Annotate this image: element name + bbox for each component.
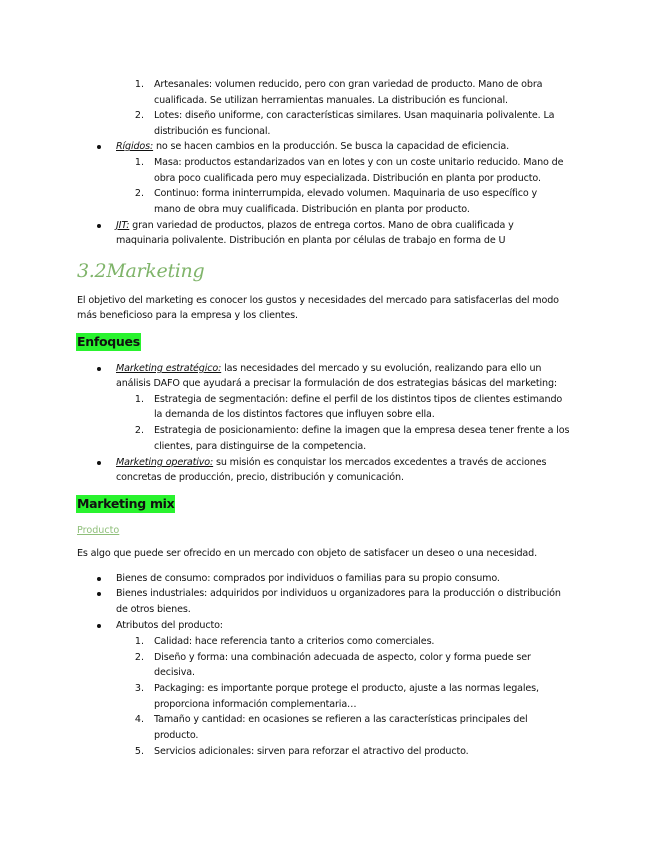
list-number: 2. (134, 425, 144, 436)
intro-text: El objetivo del marketing es conocer los gustos y necesidades del mercado para satisfacerlas del modo (77, 295, 559, 306)
list-item-text: mano de obra muy cualificada. Distribución en planta por producto. (154, 204, 470, 215)
bullet (97, 367, 101, 371)
list-number: 1. (134, 157, 144, 168)
list-number: 2. (134, 652, 144, 663)
list-item-text: Artesanales: volumen reducido, pero con gran variedad de producto. Mano de obra (154, 79, 543, 90)
bullet-text: Rígidos: no se hacen cambios en la producción. Se busca la capacidad de eficiencia. (116, 141, 509, 152)
list-item-text: Diseño y forma: una combinación adecuada de aspecto, color y forma puede ser (154, 652, 531, 663)
bullet-text: maquinaria polivalente. Distribución en planta por células de trabajo en forma de U (116, 235, 506, 246)
list-item-text: Masa: productos estandarizados van en lotes y con un coste unitario reducido. Mano de (154, 157, 564, 168)
list-item-text: la demanda de los distintos factores que influyen sobre ella. (154, 409, 435, 420)
list-item-text: obra poco cualificada pero muy especializada. Distribución en planta por producto. (154, 173, 541, 184)
bullet (97, 592, 101, 596)
section-title: 3.2Marketing (77, 260, 205, 282)
list-number: 5. (134, 746, 144, 757)
intro-text: más beneficioso para la empresa y los clientes. (77, 310, 298, 321)
list-item-text: clientes, para distinguirse de la competencia. (154, 441, 367, 452)
bullet (97, 145, 101, 149)
bullet-text: Bienes industriales: adquiridos por individuos u organizadores para la producción o distribución (116, 588, 561, 599)
bullet-text: de otros bienes. (116, 604, 191, 615)
list-item-text: Servicios adicionales: sirven para reforzar el atractivo del producto. (154, 746, 469, 757)
list-item-text: Tamaño y cantidad: en ocasiones se refieren a las características principales del (154, 714, 528, 725)
term-marketing-estrategico: Marketing estratégico: (116, 363, 222, 374)
bullet-text: análisis DAFO que ayudará a precisar la formulación de dos estrategias básicas del marketing: (116, 378, 557, 389)
term-marketing-operativo: Marketing operativo: (116, 457, 214, 468)
bullet-text: Marketing estratégico: las necesidades del mercado y su evolución, realizando para ello un (116, 363, 542, 374)
list-item-text: producto. (154, 730, 199, 741)
bullet (97, 461, 101, 465)
list-number: 3. (134, 683, 144, 694)
list-item-text: Calidad: hace referencia tanto a criterios como comerciales. (154, 636, 435, 647)
list-item-text: cualificada. Se utilizan herramientas manuales. La distribución es funcional. (154, 95, 508, 106)
term-jit: JIT: (116, 220, 130, 231)
list-item-text: Packaging: es importante porque protege el producto, ajuste a las normas legales, (154, 683, 539, 694)
list-number: 1. (134, 394, 144, 405)
list-number: 2. (134, 188, 144, 199)
bullet (97, 577, 101, 581)
list-number: 1. (134, 79, 144, 90)
list-item-text: decisiva. (154, 667, 195, 678)
heading-enfoques: Enfoques (77, 334, 140, 349)
list-item-text: Continuo: forma ininterrumpida, elevado volumen. Maquinaria de uso específico y (154, 188, 537, 199)
subheading-producto: Producto (77, 525, 120, 536)
term-rigidos: Rígidos: (116, 141, 154, 152)
bullet-text: Atributos del producto: (116, 620, 223, 631)
bullet (97, 624, 101, 628)
bullet-text: JIT: gran variedad de productos, plazos de entrega cortos. Mano de obra cualificada y (116, 220, 514, 231)
bullet-text: Bienes de consumo: comprados por individuos o familias para su propio consumo. (116, 573, 500, 584)
list-number: 1. (134, 636, 144, 647)
list-item-text: Estrategia de posicionamiento: define la imagen que la empresa desea tener frente a los (154, 425, 570, 436)
bullet (97, 224, 101, 228)
list-item-text: Lotes: diseño uniforme, con características similares. Usan maquinaria polivalente. La (154, 110, 555, 121)
list-item-text: Estrategia de segmentación: define el perfil de los distintos tipos de clientes estimando (154, 394, 563, 405)
list-item-text: proporciona información complementaria… (154, 699, 357, 710)
list-number: 2. (134, 110, 144, 121)
bullet-text: Marketing operativo: su misión es conquistar los mercados excedentes a través de acciones (116, 457, 547, 468)
heading-marketing-mix: Marketing mix (77, 496, 175, 511)
bullet-text: concretas de producción, precio, distribución y comunicación. (116, 472, 404, 483)
definition-text: Es algo que puede ser ofrecido en un mercado con objeto de satisfacer un deseo o una necesidad. (77, 548, 537, 559)
list-number: 4. (134, 714, 144, 725)
list-item-text: distribución es funcional. (154, 126, 271, 137)
